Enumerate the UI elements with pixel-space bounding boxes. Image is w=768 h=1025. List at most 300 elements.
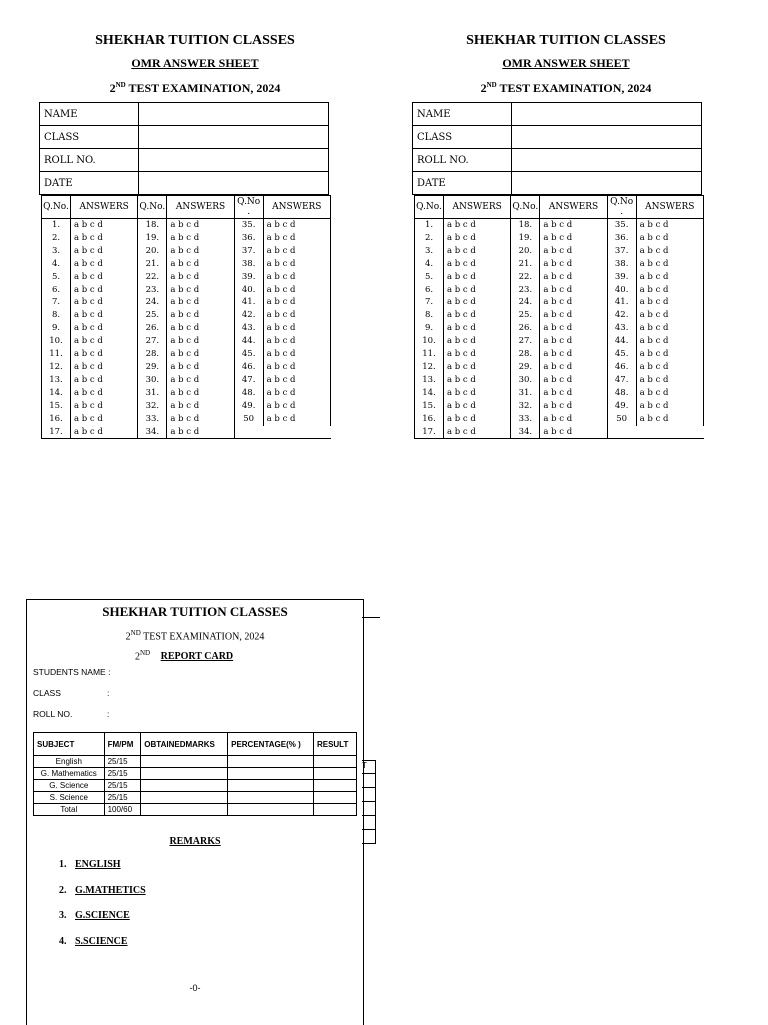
question-number: 17.	[415, 426, 444, 439]
answer-options[interactable]: a b c d	[263, 387, 330, 400]
answer-options[interactable]: a b c d	[540, 361, 607, 374]
answer-options[interactable]: a b c d	[444, 387, 511, 400]
question-number: 26.	[138, 322, 167, 335]
question-number: 23.	[138, 284, 167, 297]
stray-letter: T	[362, 761, 375, 774]
info-value-field[interactable]	[512, 103, 702, 126]
answer-row	[42, 284, 331, 297]
question-number: 18.	[511, 219, 540, 232]
question-number: 37.	[234, 245, 263, 258]
question-number: 8.	[415, 309, 444, 322]
answer-options[interactable]: a b c d	[71, 322, 138, 335]
question-number: 19.	[138, 232, 167, 245]
answer-options[interactable]: a b c d	[71, 413, 138, 426]
remark-subject: ENGLISH	[75, 859, 121, 870]
question-number: 44.	[607, 335, 636, 348]
result-cell[interactable]	[313, 804, 356, 816]
question-number: 16.	[415, 413, 444, 426]
question-number: 42.	[607, 309, 636, 322]
answer-row	[415, 296, 704, 309]
question-number: 13.	[42, 374, 71, 387]
question-number: 41.	[234, 296, 263, 309]
question-number: 40.	[234, 284, 263, 297]
question-number: 36.	[234, 232, 263, 245]
marks-table	[33, 732, 357, 816]
answer-options[interactable]: a b c d	[540, 400, 607, 413]
question-number: 45.	[607, 348, 636, 361]
answer-options[interactable]: a b c d	[444, 258, 511, 271]
answer-options[interactable]: a b c d	[71, 258, 138, 271]
fm-pm-cell: 25/15	[104, 792, 141, 804]
answer-row	[415, 335, 704, 348]
question-number: 39.	[607, 271, 636, 284]
question-number: 14.	[415, 387, 444, 400]
question-number: 50	[234, 413, 263, 426]
answer-options[interactable]: a b c d	[71, 400, 138, 413]
question-number: 42.	[234, 309, 263, 322]
question-number: 4.	[42, 258, 71, 271]
sheet-subtitle: OMR ANSWER SHEET	[131, 56, 259, 70]
question-number: 16.	[42, 413, 71, 426]
answer-options[interactable]: a b c d	[444, 374, 511, 387]
sheet-subtitle: OMR ANSWER SHEET	[502, 56, 630, 70]
answer-options[interactable]: a b c d	[540, 284, 607, 297]
answer-row	[415, 348, 704, 361]
answer-options[interactable]: a b c d	[71, 309, 138, 322]
result-cell[interactable]	[313, 792, 356, 804]
question-number: 34.	[138, 426, 167, 439]
info-row	[40, 126, 329, 149]
question-number: 48.	[607, 387, 636, 400]
answer-options[interactable]: a b c d	[167, 335, 234, 348]
answer-options[interactable]: a b c d	[540, 271, 607, 284]
answer-options[interactable]: a b c d	[167, 258, 234, 271]
answer-row	[415, 219, 704, 232]
answer-grid-header: Q.No.	[511, 196, 540, 219]
info-row	[40, 149, 329, 172]
question-number: 35.	[607, 219, 636, 232]
answer-options[interactable]: a b c d	[263, 374, 330, 387]
answer-options[interactable]: a b c d	[540, 232, 607, 245]
question-number: 23.	[511, 284, 540, 297]
percentage-cell[interactable]	[228, 804, 314, 816]
result-cell[interactable]	[313, 768, 356, 780]
answer-options[interactable]: a b c d	[636, 309, 703, 322]
answer-row	[42, 219, 331, 232]
marks-header: FM/PM	[104, 733, 141, 756]
question-number: 47.	[607, 374, 636, 387]
question-number: 15.	[42, 400, 71, 413]
answer-grid-header: ANSWERS	[71, 196, 138, 219]
answer-options[interactable]: a b c d	[167, 296, 234, 309]
answer-options[interactable]: a b c d	[636, 258, 703, 271]
answer-row	[42, 400, 331, 413]
answer-row	[415, 400, 704, 413]
question-number: 8.	[42, 309, 71, 322]
obtained-marks-cell[interactable]	[141, 804, 228, 816]
marks-header: OBTAINEDMARKS	[141, 733, 228, 756]
answer-options[interactable]: a b c d	[444, 361, 511, 374]
question-number: 37.	[607, 245, 636, 258]
percentage-cell[interactable]	[228, 756, 314, 768]
answer-options[interactable]: a b c d	[167, 245, 234, 258]
percentage-cell[interactable]	[228, 780, 314, 792]
answer-options[interactable]: a b c d	[636, 348, 703, 361]
question-number: 10.	[415, 335, 444, 348]
marks-row	[34, 780, 357, 792]
answer-options[interactable]: a b c d	[636, 374, 703, 387]
answer-options[interactable]: a b c d	[540, 219, 607, 232]
info-label: CLASS	[40, 126, 139, 149]
subject-cell: G. Science	[34, 780, 105, 792]
answer-options[interactable]: a b c d	[444, 284, 511, 297]
remark-item	[59, 936, 363, 962]
answer-row	[415, 232, 704, 245]
answer-options[interactable]: a b c d	[444, 309, 511, 322]
marks-row	[34, 768, 357, 780]
answer-options[interactable]: a b c d	[167, 284, 234, 297]
info-row	[413, 103, 702, 126]
question-number: 33.	[511, 413, 540, 426]
subject-cell: S. Science	[34, 792, 105, 804]
question-number: 29.	[511, 361, 540, 374]
omr-sheet-right	[401, 30, 731, 439]
answer-row	[415, 245, 704, 258]
question-number: 31.	[138, 387, 167, 400]
answer-options[interactable]: a b c d	[636, 387, 703, 400]
info-value-field[interactable]	[512, 149, 702, 172]
remark-subject: G.SCIENCE	[75, 910, 130, 921]
question-number: 20.	[511, 245, 540, 258]
question-number: 50	[607, 413, 636, 426]
question-number: 49.	[607, 400, 636, 413]
answer-row	[42, 413, 331, 426]
question-number: 21.	[138, 258, 167, 271]
question-number: 32.	[511, 400, 540, 413]
question-number: 30.	[511, 374, 540, 387]
answer-options[interactable]: a b c d	[167, 426, 234, 439]
answer-options[interactable]: a b c d	[263, 413, 330, 426]
answer-options[interactable]: a b c d	[263, 348, 330, 361]
question-number: 3.	[415, 245, 444, 258]
question-number: 11.	[42, 348, 71, 361]
obtained-marks-cell[interactable]	[141, 780, 228, 792]
answer-options[interactable]: a b c d	[444, 322, 511, 335]
question-number: 32.	[138, 400, 167, 413]
remarks-list	[59, 859, 363, 961]
answer-options[interactable]: a b c d	[636, 296, 703, 309]
answer-options[interactable]: a b c d	[636, 322, 703, 335]
question-number: 7.	[415, 296, 444, 309]
percentage-cell[interactable]	[228, 792, 314, 804]
answer-options[interactable]: a b c d	[167, 309, 234, 322]
answer-options[interactable]: a b c d	[263, 284, 330, 297]
answer-options[interactable]: a b c d	[444, 296, 511, 309]
answer-options[interactable]: a b c d	[167, 413, 234, 426]
page-number: -0-	[189, 983, 201, 993]
answer-row	[415, 284, 704, 297]
question-number: 2.	[42, 232, 71, 245]
question-number: 38.	[607, 258, 636, 271]
answer-grid-header: Q.No.	[42, 196, 71, 219]
question-number: 24.	[511, 296, 540, 309]
answer-grid-header: ANSWERS	[167, 196, 234, 219]
info-value-field[interactable]	[139, 149, 329, 172]
question-number: 26.	[511, 322, 540, 335]
answer-options[interactable]: a b c d	[444, 245, 511, 258]
question-number: 36.	[607, 232, 636, 245]
question-number: 46.	[234, 361, 263, 374]
answer-options[interactable]: a b c d	[540, 374, 607, 387]
remark-subject: G.MATHETICS	[75, 884, 146, 896]
info-row	[413, 172, 702, 195]
question-number: 40.	[607, 284, 636, 297]
obtained-marks-cell[interactable]	[141, 756, 228, 768]
answer-options[interactable]: a b c d	[636, 284, 703, 297]
answer-options[interactable]: a b c d	[263, 232, 330, 245]
question-number: 12.	[415, 361, 444, 374]
answer-options[interactable]: a b c d	[71, 271, 138, 284]
answer-options[interactable]: a b c d	[540, 309, 607, 322]
answer-options[interactable]: a b c d	[540, 258, 607, 271]
answer-options[interactable]: a b c d	[444, 271, 511, 284]
sheet-title: SHEKHAR TUITION CLASSES	[466, 33, 666, 48]
result-cell[interactable]	[313, 756, 356, 768]
answer-options[interactable]: a b c d	[263, 296, 330, 309]
info-value-field[interactable]	[139, 103, 329, 126]
answer-grid-header: ANSWERS	[540, 196, 607, 219]
subject-cell: Total	[34, 804, 105, 816]
info-value-field[interactable]	[512, 126, 702, 149]
answer-options[interactable]: a b c d	[540, 322, 607, 335]
question-number: 15.	[415, 400, 444, 413]
answer-options[interactable]: a b c d	[444, 348, 511, 361]
answer-options[interactable]: a b c d	[263, 361, 330, 374]
question-number: 43.	[607, 322, 636, 335]
answer-options[interactable]: a b c d	[540, 387, 607, 400]
answer-options[interactable]: a b c d	[71, 335, 138, 348]
answer-options[interactable]: a b c d	[71, 361, 138, 374]
info-row	[40, 103, 329, 126]
answer-options[interactable]: a b c d	[167, 374, 234, 387]
question-number: 17.	[42, 426, 71, 439]
question-number: 45.	[234, 348, 263, 361]
subject-cell: G. Mathematics	[34, 768, 105, 780]
answer-options[interactable]: a b c d	[636, 361, 703, 374]
answer-options[interactable]: a b c d	[263, 219, 330, 232]
answer-row	[415, 271, 704, 284]
exam-line: 2ND TEST EXAMINATION, 2024	[109, 81, 281, 95]
obtained-marks-cell[interactable]	[141, 768, 228, 780]
fm-pm-cell: 25/15	[104, 768, 141, 780]
question-number: 5.	[42, 271, 71, 284]
answer-options[interactable]: a b c d	[167, 348, 234, 361]
info-label: ROLL NO.	[40, 149, 139, 172]
answer-options[interactable]: a b c d	[636, 400, 703, 413]
answer-options[interactable]: a b c d	[71, 374, 138, 387]
question-number: 1.	[42, 219, 71, 232]
remark-item	[59, 859, 363, 885]
answer-row	[42, 296, 331, 309]
obtained-marks-cell[interactable]	[141, 792, 228, 804]
answer-row	[415, 258, 704, 271]
answer-row	[42, 258, 331, 271]
remark-subject: S.SCIENCE	[75, 935, 128, 947]
background-table-fragment	[362, 760, 376, 844]
answer-grid-header: Q.No .	[234, 196, 263, 219]
answer-options[interactable]: a b c d	[167, 361, 234, 374]
result-cell[interactable]	[313, 780, 356, 792]
answer-row	[42, 387, 331, 400]
answer-options[interactable]: a b c d	[540, 413, 607, 426]
answer-options[interactable]: a b c d	[540, 426, 607, 439]
question-number: 49.	[234, 400, 263, 413]
answer-options[interactable]: a b c d	[636, 232, 703, 245]
info-value-field[interactable]	[512, 172, 702, 195]
answer-options[interactable]: a b c d	[71, 245, 138, 258]
question-number: 12.	[42, 361, 71, 374]
answer-options[interactable]: a b c d	[540, 335, 607, 348]
answer-options[interactable]: a b c d	[263, 335, 330, 348]
question-number: 44.	[234, 335, 263, 348]
question-number: 9.	[42, 322, 71, 335]
question-number: 27.	[138, 335, 167, 348]
answer-options[interactable]: a b c d	[444, 232, 511, 245]
question-number: 31.	[511, 387, 540, 400]
answer-options[interactable]: a b c d	[444, 426, 511, 439]
info-value-field[interactable]	[139, 172, 329, 195]
answer-options[interactable]: a b c d	[263, 245, 330, 258]
answer-options[interactable]: a b c d	[444, 413, 511, 426]
question-number: 28.	[138, 348, 167, 361]
answer-options[interactable]: a b c d	[540, 245, 607, 258]
remarks-heading: REMARKS	[169, 836, 221, 847]
answer-grid-header: ANSWERS	[636, 196, 703, 219]
answer-row	[415, 413, 704, 426]
question-number: 6.	[42, 284, 71, 297]
question-number: 24.	[138, 296, 167, 309]
remark-number: 1.	[59, 859, 67, 870]
question-number: 33.	[138, 413, 167, 426]
answer-row	[42, 348, 331, 361]
fm-pm-cell: 25/15	[104, 780, 141, 792]
omr-sheet-left	[30, 30, 360, 439]
answer-options[interactable]: a b c d	[540, 296, 607, 309]
question-number: 34.	[511, 426, 540, 439]
answer-options[interactable]: a b c d	[71, 284, 138, 297]
answer-options[interactable]: a b c d	[71, 219, 138, 232]
marks-row	[34, 756, 357, 768]
answer-row	[42, 245, 331, 258]
answer-row	[42, 426, 331, 439]
answer-row	[42, 322, 331, 335]
answer-row	[415, 361, 704, 374]
answer-options[interactable]: a b c d	[167, 232, 234, 245]
answer-options[interactable]: a b c d	[71, 387, 138, 400]
question-number: 43.	[234, 322, 263, 335]
info-row	[40, 172, 329, 195]
info-row	[413, 126, 702, 149]
answer-row	[42, 232, 331, 245]
report-exam-line: 2ND TEST EXAMINATION, 2024	[125, 629, 265, 643]
question-number: 46.	[607, 361, 636, 374]
fm-pm-cell: 100/60	[104, 804, 141, 816]
sheet-title: SHEKHAR TUITION CLASSES	[95, 33, 295, 48]
answer-options[interactable]: a b c d	[263, 271, 330, 284]
answer-grid-header: Q.No.	[415, 196, 444, 219]
answer-row	[42, 335, 331, 348]
question-number: 35.	[234, 219, 263, 232]
question-number: 4.	[415, 258, 444, 271]
answer-options[interactable]: a b c d	[636, 413, 703, 426]
answer-options[interactable]: a b c d	[71, 296, 138, 309]
question-number: 27.	[511, 335, 540, 348]
answer-options[interactable]: a b c d	[636, 335, 703, 348]
answer-options[interactable]: a b c d	[263, 309, 330, 322]
answer-options[interactable]: a b c d	[636, 219, 703, 232]
answer-options[interactable]: a b c d	[263, 322, 330, 335]
answer-row	[415, 374, 704, 387]
question-number: 14.	[42, 387, 71, 400]
question-number: 20.	[138, 245, 167, 258]
answer-options[interactable]: a b c d	[444, 335, 511, 348]
answer-options[interactable]: a b c d	[71, 426, 138, 439]
exam-line: 2ND TEST EXAMINATION, 2024	[480, 81, 652, 95]
fm-pm-cell: 25/15	[104, 756, 141, 768]
question-number: 22.	[511, 271, 540, 284]
report-card-heading: 2ND REPORT CARD	[27, 644, 363, 662]
roll-line: ROLL NO. :	[33, 709, 110, 719]
answer-options[interactable]: a b c d	[167, 219, 234, 232]
answer-row	[415, 426, 704, 439]
answer-options[interactable]: a b c d	[263, 400, 330, 413]
student-name-line: STUDENTS NAME :	[33, 667, 111, 677]
question-number: 25.	[138, 309, 167, 322]
answer-row	[415, 322, 704, 335]
answer-options[interactable]: a b c d	[71, 232, 138, 245]
question-number: 28.	[511, 348, 540, 361]
answer-options[interactable]: a b c d	[167, 387, 234, 400]
question-number: 25.	[511, 309, 540, 322]
question-number: 11.	[415, 348, 444, 361]
student-info-table	[412, 102, 702, 195]
info-value-field[interactable]	[139, 126, 329, 149]
percentage-cell[interactable]	[228, 768, 314, 780]
answer-row	[42, 361, 331, 374]
question-number: 3.	[42, 245, 71, 258]
answer-options[interactable]: a b c d	[71, 348, 138, 361]
answer-row	[415, 309, 704, 322]
answer-grid-header: Q.No .	[607, 196, 636, 219]
subject-cell: English	[34, 756, 105, 768]
report-title: SHEKHAR TUITION CLASSES	[102, 604, 288, 619]
answer-options[interactable]: a b c d	[167, 271, 234, 284]
answer-options[interactable]: a b c d	[263, 258, 330, 271]
answer-options[interactable]: a b c d	[636, 245, 703, 258]
answer-options[interactable]: a b c d	[444, 219, 511, 232]
answer-options[interactable]: a b c d	[167, 400, 234, 413]
marks-row	[34, 804, 357, 816]
answer-options[interactable]: a b c d	[540, 348, 607, 361]
answer-options[interactable]: a b c d	[636, 271, 703, 284]
marks-row	[34, 792, 357, 804]
marks-header: PERCENTAGE(% )	[228, 733, 314, 756]
answer-options[interactable]: a b c d	[167, 322, 234, 335]
question-number: 22.	[138, 271, 167, 284]
question-number: 5.	[415, 271, 444, 284]
info-label: DATE	[413, 172, 512, 195]
answer-options[interactable]: a b c d	[444, 400, 511, 413]
